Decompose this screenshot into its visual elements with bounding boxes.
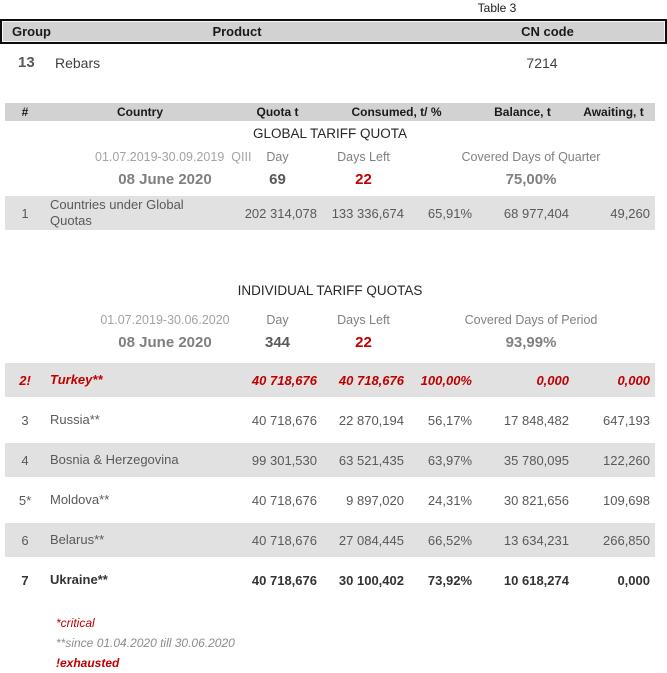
global-period-labels-row (5, 149, 655, 165)
row-number: 7 (21, 572, 29, 588)
col-header-consumed: Consumed, t/ % (351, 105, 442, 119)
balance-cell: 30 821,656 (503, 492, 569, 508)
section-spacer (5, 236, 655, 282)
individual-section-title: INDIVIDUAL TARIFF QUOTAS (237, 283, 423, 298)
col-header-awaiting: Awaiting, t (583, 105, 644, 119)
global-date-row (5, 167, 655, 191)
individual-period-labels-row (5, 312, 655, 328)
awaiting-cell: 122,260 (603, 452, 650, 468)
table-row (5, 523, 655, 557)
country-name: Countries under Global Quotas (50, 197, 184, 228)
quota-cell: 40 718,676 (251, 532, 317, 548)
consumed-cell: 22 870,194 (338, 412, 404, 428)
individual-covered-label: Covered Days of Period (464, 313, 598, 327)
group-number: 13 (18, 54, 35, 71)
country-name: Russia** (50, 412, 100, 427)
global-current-date: 08 June 2020 (118, 170, 212, 188)
consumed-pct-cell: 63,97% (427, 452, 472, 468)
balance-cell: 35 780,095 (503, 452, 569, 468)
awaiting-cell: 49,260 (610, 205, 650, 221)
row-number: 3 (21, 412, 29, 428)
quota-cell: 40 718,676 (251, 412, 317, 428)
country-name: Bosnia & Herzegovina (50, 452, 179, 467)
table-row (5, 403, 655, 437)
row-number: 5* (18, 492, 32, 508)
table-row (5, 363, 655, 397)
individual-current-date: 08 June 2020 (118, 333, 212, 351)
footnote: **since 01.04.2020 till 30.06.2020 (56, 636, 235, 650)
country-cell (45, 532, 235, 548)
balance-cell: 13 634,231 (503, 532, 569, 548)
global-days-left-value: 22 (355, 170, 372, 188)
footnote: *critical (56, 616, 95, 630)
country-cell (45, 492, 235, 508)
period-range-text: 01.07.2019-30.09.2019 (95, 150, 225, 164)
row-number: 2! (19, 372, 31, 388)
balance-cell: 0,000 (536, 372, 569, 388)
table-row (5, 196, 655, 230)
cn-code-value: 7214 (526, 55, 558, 71)
individual-period-range (45, 313, 235, 327)
period-range-text: 01.07.2019-30.06.2020 (100, 313, 230, 327)
individual-covered-value: 93,99% (505, 333, 557, 351)
individual-date-row (5, 330, 655, 354)
col-header-country: Country (117, 105, 163, 119)
country-name: Moldova** (50, 492, 110, 507)
awaiting-cell: 109,698 (603, 492, 650, 508)
col-header-quota: Quota t (256, 105, 299, 119)
quota-cell: 40 718,676 (251, 492, 317, 508)
country-name: Ukraine** (50, 572, 108, 587)
consumed-pct-cell: 65,91% (427, 205, 472, 221)
table-number-label: Table 3 (477, 1, 517, 15)
consumed-pct-cell: 24,31% (427, 492, 472, 508)
period-quarter-label: QIII (231, 150, 252, 164)
quota-table (5, 103, 655, 673)
product-row (0, 54, 667, 78)
consumed-cell: 133 336,674 (331, 205, 404, 221)
global-days-left-label: Days Left (337, 150, 390, 164)
country-cell (45, 572, 235, 588)
global-day-value: 69 (269, 170, 286, 188)
country-name: Belarus** (50, 532, 105, 547)
balance-cell: 68 977,404 (503, 205, 569, 221)
consumed-pct-cell: 100,00% (420, 372, 472, 388)
row-number: 6 (21, 532, 29, 548)
quota-cell: 99 301,530 (251, 452, 317, 468)
consumed-cell: 30 100,402 (338, 572, 404, 588)
col-header-num: # (21, 105, 29, 119)
cn-code-column-header: CN code (521, 24, 574, 39)
product-name: Rebars (55, 55, 101, 71)
awaiting-cell: 0,000 (617, 372, 650, 388)
individual-day-label: Day (266, 313, 289, 327)
consumed-cell: 40 718,676 (338, 372, 404, 388)
country-name: Turkey** (50, 372, 103, 387)
global-rows (5, 196, 655, 230)
col-header-balance: Balance, t (494, 105, 551, 119)
footnote: !exhausted (56, 656, 120, 670)
global-period-range (45, 150, 252, 164)
individual-day-value: 344 (264, 333, 291, 351)
awaiting-cell: 647,193 (603, 412, 650, 428)
consumed-cell: 63 521,435 (338, 452, 404, 468)
quota-cell: 40 718,676 (251, 572, 317, 588)
table-row (5, 483, 655, 517)
global-covered-value: 75,00% (505, 170, 557, 188)
quota-cell: 202 314,078 (244, 205, 317, 221)
row-number: 4 (21, 452, 29, 468)
individual-days-left-value: 22 (355, 333, 372, 351)
individual-days-left-label: Days Left (337, 313, 390, 327)
individual-rows (5, 363, 655, 597)
consumed-cell: 27 084,445 (338, 532, 404, 548)
row-number: 1 (21, 205, 29, 221)
table-row (5, 443, 655, 477)
group-column-header: Group (12, 24, 51, 39)
global-covered-label: Covered Days of Quarter (461, 150, 601, 164)
balance-cell: 10 618,274 (503, 572, 569, 588)
awaiting-cell: 266,850 (603, 532, 650, 548)
footnotes (56, 613, 655, 673)
consumed-pct-cell: 56,17% (427, 412, 472, 428)
awaiting-cell: 0,000 (617, 572, 650, 588)
table-column-header-row (5, 103, 655, 121)
consumed-pct-cell: 73,92% (427, 572, 472, 588)
consumed-cell: 9 897,020 (346, 492, 404, 508)
consumed-pct-cell: 66,52% (427, 532, 472, 548)
country-cell (45, 412, 235, 428)
global-day-label: Day (266, 150, 289, 164)
country-cell (45, 372, 235, 388)
table-row (5, 563, 655, 597)
global-section-title: GLOBAL TARIFF QUOTA (252, 126, 408, 141)
country-cell (45, 197, 235, 229)
quota-cell: 40 718,676 (251, 372, 317, 388)
balance-cell: 17 848,482 (503, 412, 569, 428)
group-header-strip (0, 19, 667, 44)
product-column-header: Product (212, 24, 262, 39)
country-cell (45, 452, 235, 468)
